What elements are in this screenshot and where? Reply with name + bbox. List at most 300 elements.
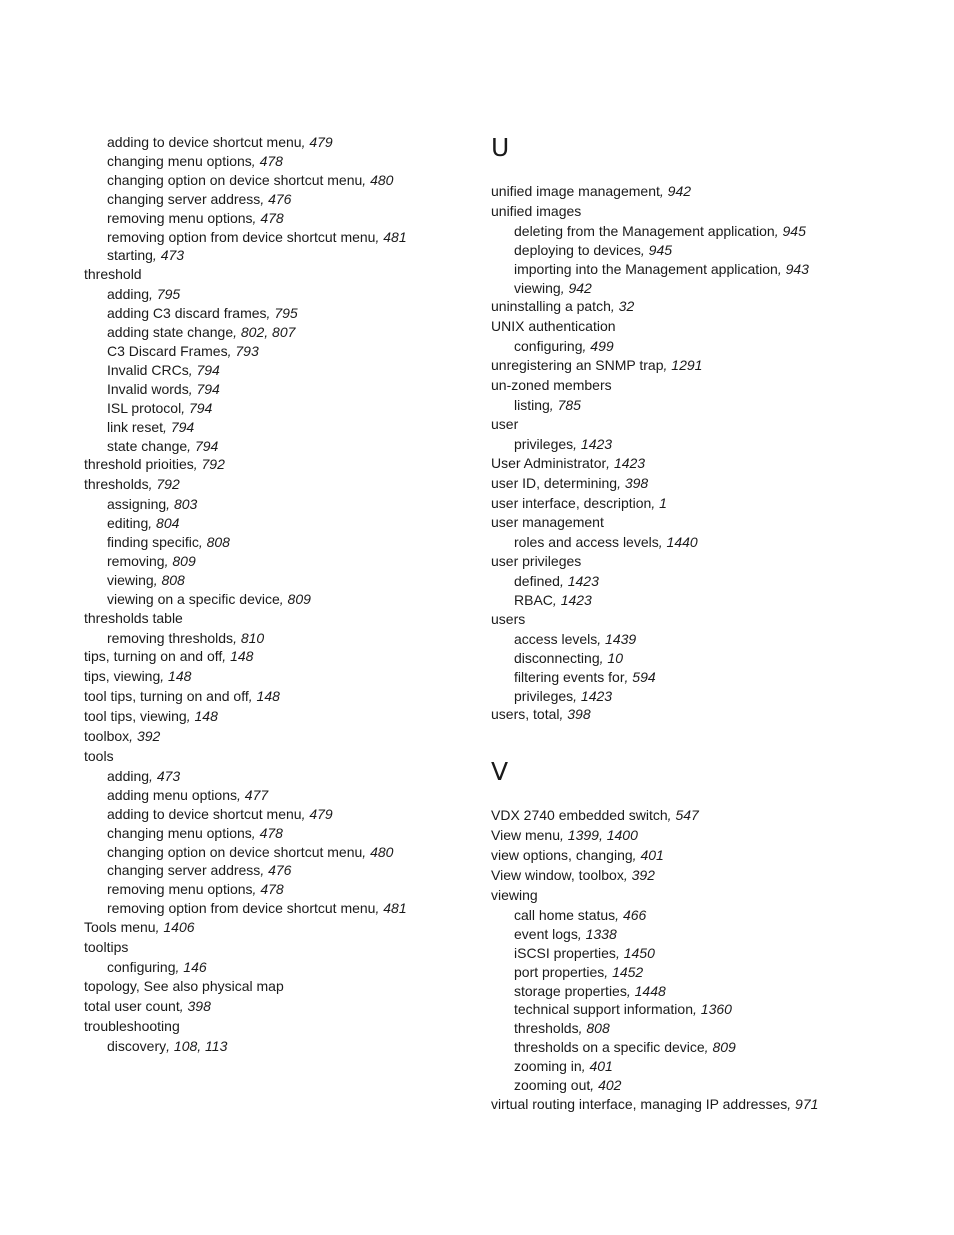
index-entry	[491, 866, 911, 886]
page-reference: 795	[156, 286, 181, 303]
page-separator: ,	[663, 357, 672, 374]
page-separator: ,	[615, 944, 624, 961]
page-reference: 1423	[567, 573, 599, 590]
index-subentry	[491, 1000, 911, 1019]
index-term: tooltips	[84, 939, 129, 956]
index-term: topology, See also physical map	[84, 977, 284, 994]
page-reference: 1360	[700, 1001, 732, 1018]
index-subentry	[84, 786, 474, 805]
index-term: thresholds on a specific device	[514, 1039, 705, 1056]
index-entry	[84, 647, 474, 667]
index-subentry	[491, 906, 911, 925]
index-entry	[491, 317, 911, 337]
index-entry	[84, 977, 474, 997]
page-separator: ,	[233, 629, 241, 646]
index-entry	[84, 707, 474, 727]
index-subentry	[491, 687, 911, 706]
page-separator: ,	[640, 241, 649, 258]
index-term: assigning	[107, 496, 167, 513]
page-separator: ,	[227, 342, 236, 359]
index-subentry	[491, 591, 911, 610]
index-term: defined	[514, 573, 560, 590]
page-reference: 1423	[613, 454, 646, 471]
index-subentry	[491, 533, 911, 552]
page-reference: 476	[268, 190, 292, 207]
index-entry	[491, 356, 911, 376]
page-reference: 1440	[666, 534, 698, 551]
index-term: user management	[491, 514, 604, 531]
index-term: deleting from the Management application	[514, 222, 775, 239]
index-entry	[84, 667, 474, 687]
page-reference: 971	[795, 1095, 819, 1112]
index-subentry	[84, 767, 474, 786]
page-separator: ,	[186, 708, 195, 725]
index-entry	[84, 918, 474, 938]
index-term: zooming out	[514, 1077, 591, 1094]
index-term: removing	[107, 552, 165, 569]
page-reference: 479	[309, 805, 333, 822]
page-separator: ,	[577, 925, 586, 942]
page-reference: 794	[170, 418, 195, 435]
page-separator: ,	[152, 247, 161, 264]
page-separator: ,	[658, 534, 667, 551]
page-reference: 794	[194, 437, 219, 454]
index-subentry	[491, 222, 911, 241]
index-subentry	[491, 1076, 911, 1095]
page-separator: ,	[160, 668, 169, 685]
index-term: user privileges	[491, 553, 582, 570]
index-subentry	[491, 982, 911, 1001]
page-reference: 148	[230, 648, 254, 665]
index-subentry	[84, 514, 474, 533]
index-entry	[491, 806, 911, 826]
index-entry	[491, 705, 911, 725]
index-term: viewing	[514, 279, 561, 296]
index-subentry	[84, 552, 474, 571]
index-term: changing option on device shortcut menu	[107, 843, 363, 860]
index-term: View menu	[491, 827, 561, 844]
page-reference: 945	[782, 222, 806, 239]
page-separator: ,	[179, 997, 188, 1014]
index-term: View window, toolbox	[491, 867, 624, 884]
index-entry	[84, 727, 474, 747]
page-reference: 1291	[671, 357, 703, 374]
page-separator: ,	[375, 228, 384, 245]
index-term: configuring	[107, 958, 176, 975]
index-term: filtering events for	[514, 668, 625, 685]
page-separator: ,	[251, 824, 260, 841]
page-reference: 808	[586, 1020, 610, 1037]
page-reference: 795	[274, 305, 298, 322]
index-term: state change	[107, 437, 188, 454]
page-separator: ,	[581, 1058, 590, 1075]
page-reference: 808	[161, 571, 185, 588]
index-term: uninstalling a patch	[491, 298, 611, 315]
index-term: storage properties	[514, 982, 627, 999]
index-entry	[491, 415, 911, 435]
page-separator: ,	[777, 260, 786, 277]
page-separator: ,	[578, 1020, 587, 1037]
index-entry	[84, 609, 474, 629]
page-reference: 480	[370, 843, 394, 860]
index-subentry	[84, 629, 474, 648]
index-subentry	[491, 963, 911, 982]
page-reference: 942	[568, 279, 592, 296]
index-subentry	[84, 899, 474, 918]
index-entry	[491, 846, 911, 866]
index-subentry	[491, 925, 911, 944]
page-separator: ,	[237, 786, 245, 803]
index-term: user interface, description	[491, 494, 652, 511]
index-term: troubleshooting	[84, 1017, 180, 1034]
page-reference: 148	[256, 688, 280, 705]
index-entry	[491, 552, 911, 572]
page-separator: ,	[252, 209, 261, 226]
page-reference: 481	[383, 228, 407, 245]
page-separator: ,	[233, 324, 241, 341]
index-subentry	[84, 342, 474, 361]
page-separator: ,	[181, 399, 189, 416]
index-subentry	[84, 209, 474, 228]
index-term: Tools menu	[84, 919, 156, 936]
page-reference: 499	[590, 338, 614, 355]
page-reference: 802, 807	[240, 324, 296, 341]
index-term: changing server address	[107, 190, 261, 207]
page-separator: ,	[599, 649, 608, 666]
index-term: unregistering an SNMP trap	[491, 357, 664, 374]
page-separator: ,	[604, 963, 613, 980]
page-separator: ,	[187, 437, 195, 454]
index-entry	[491, 182, 911, 202]
index-subentry	[84, 805, 474, 824]
index-subentry	[491, 435, 911, 454]
page-separator: ,	[774, 222, 783, 239]
index-subentry	[84, 133, 474, 152]
index-term: link reset	[107, 418, 164, 435]
index-term: privileges	[514, 435, 574, 452]
page-separator: ,	[667, 807, 676, 824]
page-reference: 942	[667, 183, 692, 199]
index-subentry	[491, 260, 911, 279]
index-subentry	[84, 824, 474, 843]
page-separator: ,	[129, 728, 137, 745]
page-reference: 10	[607, 649, 623, 666]
index-term: adding to device shortcut menu	[107, 134, 302, 150]
page-reference: 1450	[623, 944, 655, 961]
page-separator: ,	[153, 571, 162, 588]
page-separator: ,	[188, 361, 197, 378]
index-subentry	[491, 1038, 911, 1057]
page-reference: 945	[648, 241, 673, 258]
index-term: finding specific	[107, 534, 199, 551]
index-subentry	[84, 361, 474, 380]
index-term: thresholds	[514, 1020, 579, 1037]
index-subentry	[491, 668, 911, 687]
page-separator: ,	[659, 183, 668, 199]
page-separator: ,	[260, 862, 269, 879]
page-separator: ,	[222, 648, 231, 665]
page-separator: ,	[362, 843, 371, 860]
index-term: configuring	[514, 338, 583, 355]
page-separator: ,	[248, 688, 257, 705]
page-separator: ,	[559, 573, 568, 590]
index-term: RBAC	[514, 592, 553, 609]
index-entry	[84, 997, 474, 1017]
page-reference: 476	[268, 862, 292, 879]
page-separator: ,	[362, 171, 371, 188]
page-reference: 810	[240, 629, 265, 646]
index-subentry	[84, 323, 474, 342]
index-term: thresholds table	[84, 609, 183, 626]
page-separator: ,	[266, 305, 275, 322]
index-subentry	[84, 171, 474, 190]
page-separator: ,	[301, 805, 310, 822]
index-term: User Administrator	[491, 454, 607, 471]
page-separator: ,	[260, 190, 269, 207]
page-reference: 1439	[605, 630, 637, 647]
page-separator: ,	[188, 380, 197, 397]
page-separator: ,	[787, 1095, 796, 1112]
index-subentry	[84, 590, 474, 609]
page-separator: ,	[149, 286, 157, 303]
index-term: removing thresholds	[107, 629, 234, 646]
index-entry	[491, 494, 911, 514]
index-entry	[84, 455, 474, 475]
page-reference: 785	[557, 396, 581, 413]
index-term: roles and access levels	[514, 534, 659, 551]
index-term: iSCSI properties	[514, 944, 616, 961]
index-subentry	[84, 1037, 474, 1056]
page-reference: 148	[194, 708, 218, 725]
index-term: Invalid words	[107, 380, 189, 397]
index-subentry	[84, 958, 474, 977]
index-term: disconnecting	[514, 649, 600, 666]
index-entry	[491, 513, 911, 533]
page-reference: 943	[785, 260, 809, 277]
index-term: users	[491, 610, 526, 627]
page-separator: ,	[623, 867, 632, 884]
page-reference: 547	[675, 807, 699, 824]
index-subentry	[491, 630, 911, 649]
page-separator: ,	[560, 827, 568, 844]
page-separator: ,	[651, 494, 660, 511]
index-entry	[84, 747, 474, 767]
page-reference: 809	[287, 590, 311, 607]
page-separator: ,	[615, 906, 623, 923]
page-reference: 401	[589, 1058, 613, 1075]
index-term: threshold	[84, 266, 142, 283]
index-term: un-zoned members	[491, 377, 612, 394]
index-entry	[491, 474, 911, 494]
page-reference: 1338	[585, 925, 617, 942]
index-term: deploying to devices	[514, 241, 641, 258]
page-separator: ,	[148, 515, 157, 532]
page-reference: 1423	[560, 592, 592, 609]
index-term: tips, turning on and off	[84, 648, 223, 665]
page-separator: ,	[155, 919, 164, 936]
index-subentry	[84, 152, 474, 171]
index-term: virtual routing interface, managing IP addresses	[491, 1095, 788, 1112]
index-term: VDX 2740 embedded switch	[491, 807, 668, 824]
page-separator: ,	[624, 668, 633, 685]
page-separator: ,	[301, 134, 310, 150]
index-entry	[84, 1017, 474, 1037]
section-letter-heading: V	[491, 757, 509, 787]
page-reference: 398	[624, 474, 649, 491]
index-term: tool tips, turning on and off	[84, 688, 249, 705]
page-separator: ,	[149, 767, 157, 784]
page-separator: ,	[606, 454, 614, 471]
index-term: port properties	[514, 963, 605, 980]
index-entry	[491, 202, 911, 222]
page-reference: 809	[172, 552, 196, 569]
index-subentry	[84, 190, 474, 209]
page-separator: ,	[552, 592, 561, 609]
index-subentry	[84, 228, 474, 247]
index-term: view options, changing	[491, 847, 633, 864]
page-reference: 108, 113	[173, 1037, 228, 1054]
page-reference: 466	[622, 906, 647, 923]
page-reference: 478	[259, 824, 283, 841]
index-term: editing	[107, 515, 149, 532]
page-separator: ,	[252, 881, 261, 898]
page-separator: ,	[166, 496, 174, 513]
index-subentry	[84, 285, 474, 304]
page-separator: ,	[163, 418, 171, 435]
section-letter-heading: U	[491, 133, 510, 162]
index-subentry	[491, 649, 911, 668]
page-separator: ,	[610, 298, 619, 315]
index-entry	[491, 376, 911, 396]
index-subentry	[84, 246, 474, 265]
index-term: removing option from device shortcut menu	[107, 900, 376, 917]
page-reference: 478	[260, 209, 284, 226]
page-reference: 398	[187, 997, 211, 1014]
page-reference: 32	[618, 298, 635, 315]
index-term: starting	[107, 247, 153, 264]
index-entry	[491, 297, 911, 317]
index-term: C3 Discard Frames	[107, 342, 228, 359]
index-term: user ID, determining	[491, 474, 618, 491]
index-term: listing	[514, 396, 550, 413]
index-term: importing into the Management application	[514, 260, 778, 277]
index-term: adding to device shortcut menu	[107, 805, 302, 822]
page-reference: 809	[712, 1039, 736, 1056]
index-term: privileges	[514, 687, 574, 704]
page-reference: 1406	[163, 919, 195, 936]
index-term: tool tips, viewing	[84, 708, 187, 725]
index-subentry	[491, 396, 911, 415]
page-reference: 473	[160, 247, 185, 264]
index-column-right	[491, 131, 911, 1145]
page-reference: 808	[206, 534, 230, 551]
index-term: removing option from device shortcut menu	[107, 228, 376, 245]
page-separator: ,	[175, 958, 184, 975]
index-term: viewing on a specific device	[107, 590, 280, 607]
index-subentry	[491, 944, 911, 963]
page-separator: ,	[166, 1037, 174, 1054]
index-subentry	[84, 533, 474, 552]
page-reference: 1423	[580, 435, 613, 452]
index-term: removing menu options	[107, 209, 253, 226]
page-separator: ,	[279, 590, 288, 607]
page-reference: 1	[659, 494, 667, 511]
page-reference: 794	[188, 399, 213, 416]
page-reference: 1423	[580, 687, 613, 704]
index-term: viewing	[107, 571, 154, 588]
index-subentry	[491, 572, 911, 591]
page-separator: ,	[375, 900, 384, 917]
index-entry	[491, 454, 911, 474]
index-term: adding	[107, 767, 150, 784]
index-subentry	[84, 571, 474, 590]
index-section-u	[491, 131, 911, 725]
page-separator: ,	[582, 338, 591, 355]
index-subentry	[84, 418, 474, 437]
index-term: technical support information	[514, 1001, 693, 1018]
page-separator: ,	[590, 1077, 599, 1094]
page-reference: 1452	[612, 963, 644, 980]
index-entry	[491, 826, 911, 846]
index-subentry	[491, 279, 911, 298]
page-reference: 401	[640, 847, 664, 864]
page-separator: ,	[693, 1001, 701, 1018]
page-reference: 793	[235, 342, 259, 359]
index-term: adding C3 discard frames	[107, 305, 267, 322]
page-reference: 477	[244, 786, 269, 803]
page-separator: ,	[597, 630, 606, 647]
index-entry	[84, 265, 474, 285]
page-separator: ,	[193, 456, 202, 473]
index-term: changing menu options	[107, 152, 252, 169]
index-column-left	[84, 133, 474, 1056]
index-term: changing option on device shortcut menu	[107, 171, 363, 188]
page-reference: 1448	[634, 982, 666, 999]
index-entry	[491, 1095, 911, 1115]
page-reference: 803	[173, 496, 198, 513]
index-subentry	[84, 861, 474, 880]
index-term: total user count	[84, 997, 180, 1014]
index-subentry	[84, 380, 474, 399]
index-term: user	[491, 415, 519, 432]
page-reference: 792	[156, 476, 180, 493]
index-term: tips, viewing	[84, 668, 161, 685]
index-section-v	[491, 755, 911, 1115]
index-entry	[491, 610, 911, 630]
index-entry	[84, 687, 474, 707]
page-reference: 473	[156, 767, 181, 784]
page-reference: 1399, 1400	[567, 827, 638, 844]
index-term: toolbox	[84, 728, 130, 745]
index-term: thresholds	[84, 476, 149, 493]
page-reference: 792	[201, 456, 225, 473]
page-separator: ,	[559, 706, 568, 723]
page-reference: 479	[309, 134, 333, 150]
index-term: call home status	[514, 906, 616, 923]
index-term: changing menu options	[107, 824, 252, 841]
index-term: unified images	[491, 202, 582, 219]
index-term: event logs	[514, 925, 578, 942]
index-term: access levels	[514, 630, 598, 647]
index-entry	[491, 886, 911, 906]
page-separator: ,	[617, 474, 625, 491]
index-term: adding menu options	[107, 786, 237, 803]
page-reference: 480	[370, 171, 394, 188]
index-subentry	[491, 241, 911, 260]
page-reference: 148	[168, 668, 192, 685]
page-reference: 146	[183, 958, 207, 975]
page-separator: ,	[560, 279, 569, 296]
